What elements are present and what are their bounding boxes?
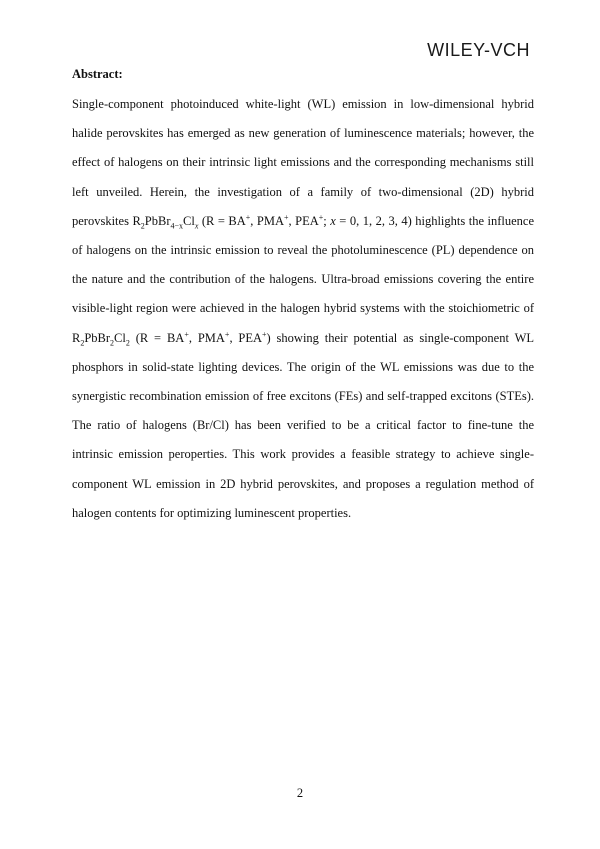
superscript-plus: + [284, 212, 289, 222]
abstract-text-10: ) showing their potential as single-component WL phosphors in solid-state lighting devices. The origin of the WL emissions was due to the synergistic recombination emission of free excitons (FEs) and self-trapped excitons (STEs). The ratio of halogens (Br/Cl) has been verified to be a critical factor to fine-tune the intrinsic emission peroperties. This work provides a feasible strategy to achieve single-component WL emission in 2D hybrid perovskites, and proposes a regulation method of halogen contents for optimizing luminescent properties. [72, 330, 534, 520]
abstract-section [72, 64, 534, 528]
superscript-plus: + [262, 329, 267, 339]
formula-2-r: R [72, 330, 81, 345]
abstract-text-8: , PMA [188, 330, 225, 345]
formula-1 [132, 213, 199, 231]
formula-2-r-subscript: 2 [80, 338, 85, 348]
formula-2-cl: Cl [114, 330, 126, 345]
abstract-text-4: , PEA [288, 213, 319, 228]
formula-2 [72, 330, 130, 348]
page-number: 2 [296, 786, 304, 800]
superscript-plus: + [245, 212, 251, 222]
superscript-plus: + [184, 329, 189, 339]
publisher-logo [427, 40, 530, 61]
formula-1-br-subscript: 4−x [170, 221, 183, 231]
formula-2-pbbr: PbBr [84, 330, 111, 345]
formula-1-pbbr: PbBr [144, 213, 171, 228]
abstract-text-7: (R = BA [129, 330, 185, 345]
formula-1-r-subscript: 2 [140, 221, 145, 231]
abstract-text-5: ; [323, 213, 331, 228]
publisher-logo-text: WILEY-VCH [427, 40, 530, 60]
formula-2-cl-subscript: 2 [125, 338, 130, 348]
formula-1-cl: Cl [183, 213, 195, 228]
formula-2-br-subscript: 2 [110, 338, 115, 348]
superscript-plus: + [318, 212, 324, 222]
abstract-text-9: , PEA [229, 330, 263, 345]
superscript-plus: + [224, 329, 230, 339]
abstract-body [72, 90, 534, 528]
abstract-text-2: (R = BA [198, 213, 246, 228]
abstract-text-6: = 0, 1, 2, 3, 4) highlights the influence of halogens on the intrinsic emission to reveal the photoluminescence (PL) dependence on the nature and the contribution of the halogens. Ultra-broad emissions covering the entire visible-light region were achieved in the halogen hybrid systems with the stoichiometric of [72, 213, 534, 316]
abstract-text-3: , PMA [250, 213, 285, 228]
variable-x: x [330, 213, 336, 228]
abstract-heading: Abstract: [72, 67, 123, 81]
formula-1-r: R [132, 213, 141, 228]
abstract-text-1: Single-component photoinduced white-light (WL) emission in low-dimensional hybrid halide perovskites has emerged as new generation of luminescence materials; however, the effect of halogens on their intrinsic light emissions and the corresponding mechanisms still left unveiled. Herein, the investigation of a family of two-dimensional (2D) hybrid perovskites [72, 97, 534, 228]
formula-1-cl-subscript: x [194, 221, 199, 231]
